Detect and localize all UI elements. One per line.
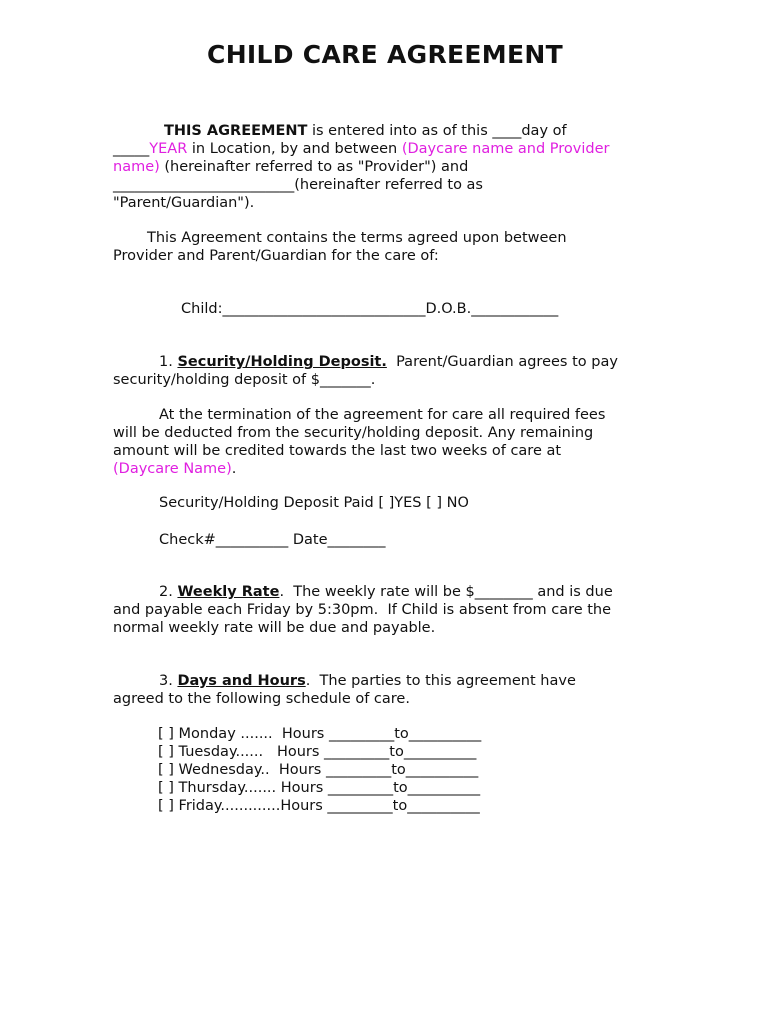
section-2-line-1: 2. Weekly Rate. The weekly rate will be $________ and is due [159,584,613,600]
terms-line-2: Provider and Parent/Guardian for the care of: [113,248,439,264]
section-2 [113,583,658,637]
intro-line-2: _____YEAR in Location, by and between (Daycare name and Provider [113,141,610,157]
intro-paragraph [113,122,658,212]
section-3-heading: Days and Hours [177,673,306,689]
schedule-row-thursday: [ ] Thursday....... Hours _________to__________ [158,780,481,796]
s1p2-line-2: will be deducted from the security/holding deposit. Any remaining [113,425,594,441]
s1p2-line-1: At the termination of the agreement for care all required fees [159,407,606,423]
intro-line-3: name) (hereinafter referred to as "Provider") and [113,159,469,175]
section-3-line-1: 3. Days and Hours. The parties to this agreement have [159,673,576,689]
section-2-line-2: and payable each Friday by 5:30pm. If Child is absent from care the [113,602,612,618]
section-2-heading: Weekly Rate [177,584,280,600]
schedule-row-tuesday: [ ] Tuesday...... Hours _________to__________ [158,744,477,760]
s1p2-line-4: (Daycare Name). [113,461,237,477]
schedule-row-monday: [ ] Monday ....... Hours _________to__________ [158,726,482,742]
check-date-line: Check#__________ Date________ [159,532,386,548]
section-1-paragraph-2 [113,406,658,478]
intro-line-1: THIS AGREEMENT is entered into as of this ____day of [164,123,567,139]
provider-placeholder: (Daycare name and Provider [401,141,610,157]
agreement-label: THIS AGREEMENT [164,123,308,139]
schedule-list [158,725,481,815]
section-1 [113,353,658,389]
year-placeholder: YEAR [149,141,188,157]
schedule-row-wednesday: [ ] Wednesday.. Hours _________to__________ [158,762,479,778]
document-title: CHILD CARE AGREEMENT [207,40,563,69]
schedule-row-friday: [ ] Friday.............Hours _________to__________ [158,798,480,814]
intro-line-4: _________________________(hereinafter referred to as [113,177,483,193]
child-dob-line: Child:____________________________D.O.B.____________ [181,301,559,317]
section-3 [113,672,658,708]
child-line [113,300,658,318]
daycare-name-placeholder: (Daycare Name) [113,461,232,477]
section-3-line-2: agreed to the following schedule of care. [113,691,410,707]
s1p2-line-3: amount will be credited towards the last two weeks of care at [113,443,562,459]
section-1-line-2: security/holding deposit of $_______. [113,372,376,388]
provider-placeholder-cont: name) [113,159,160,175]
section-1-heading: Security/Holding Deposit. [177,354,387,370]
intro-line-5: "Parent/Guardian"). [113,195,255,211]
terms-paragraph [113,229,658,265]
deposit-paid-line: Security/Holding Deposit Paid [ ]YES [ ] NO [159,495,469,511]
section-2-line-3: normal weekly rate will be due and payable. [113,620,436,636]
section-1-line-1: 1. Security/Holding Deposit. Parent/Guardian agrees to pay [159,354,618,370]
terms-line-1: This Agreement contains the terms agreed upon between [147,230,567,246]
